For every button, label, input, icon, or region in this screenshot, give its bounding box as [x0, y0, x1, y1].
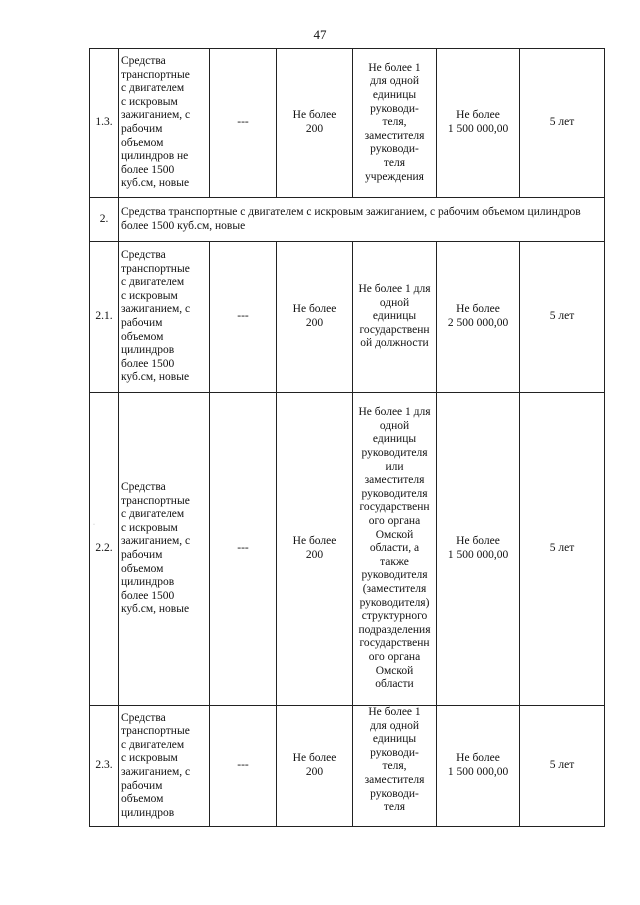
table-row [90, 242, 605, 393]
engine-power: Не более 200 [277, 49, 353, 198]
price-limit: Не более 1 500 000,00 [437, 706, 520, 827]
group-heading: Средства транспортные с двигателем с искровым зажиганием, с рабочим объемом цилиндров более 1500 куб.см, новые [119, 198, 605, 242]
position-limit: Не более 1 для одной единицы руководителя или заместителя руководителя государственн ого органа Омской области, а также руководителя (заместителя руководителя) структурного подразделения государственн ого органа Омской области [353, 393, 437, 706]
vehicle-category: Средства транспортные с двигателем с искровым зажиганием, с рабочим объемом цилиндров не более 1500 куб.см, новые [119, 49, 210, 198]
price-limit: Не более 1 500 000,00 [437, 49, 520, 198]
empty-value: --- [210, 242, 277, 393]
service-life: 5 лет [520, 706, 605, 827]
table-row [90, 198, 605, 242]
service-life: 5 лет [520, 49, 605, 198]
norms-table [89, 48, 605, 827]
empty-value: --- [210, 393, 277, 706]
service-life: 5 лет [520, 242, 605, 393]
table-row [90, 706, 605, 827]
vehicle-category: Средства транспортные с двигателем с искровым зажиганием, с рабочим объемом цилиндров более 1500 куб.см, новые [119, 393, 210, 706]
price-limit: Не более 2 500 000,00 [437, 242, 520, 393]
empty-value: --- [210, 706, 277, 827]
table-row [90, 393, 605, 706]
vehicle-category: Средства транспортные с двигателем с искровым зажиганием, с рабочим объемом цилиндров [119, 706, 210, 827]
empty-value: --- [210, 49, 277, 198]
price-limit: Не более 1 500 000,00 [437, 393, 520, 706]
engine-power: Не более 200 [277, 393, 353, 706]
engine-power: Не более 200 [277, 706, 353, 827]
table-row [90, 49, 605, 198]
row-number: 1.3. [90, 49, 119, 198]
service-life: 5 лет [520, 393, 605, 706]
position-limit: Не более 1 для одной единицы государственн ой должности [353, 242, 437, 393]
page-number: 47 [313, 27, 327, 42]
row-number: 2. [90, 198, 119, 242]
scan-mark: · [93, 522, 95, 528]
row-number: 2.1. [90, 242, 119, 393]
vehicle-category: Средства транспортные с двигателем с искровым зажиганием, с рабочим объемом цилиндров более 1500 куб.см, новые [119, 242, 210, 393]
row-number: 2.3. [90, 706, 119, 827]
position-limit: Не более 1 для одной единицы руководи- теля, заместителя руководи- теля [353, 706, 437, 827]
position-limit: Не более 1 для одной единицы руководи- теля, заместителя руководи- теля учреждения [353, 49, 437, 198]
engine-power: Не более 200 [277, 242, 353, 393]
row-number: 2.2. [90, 393, 119, 706]
